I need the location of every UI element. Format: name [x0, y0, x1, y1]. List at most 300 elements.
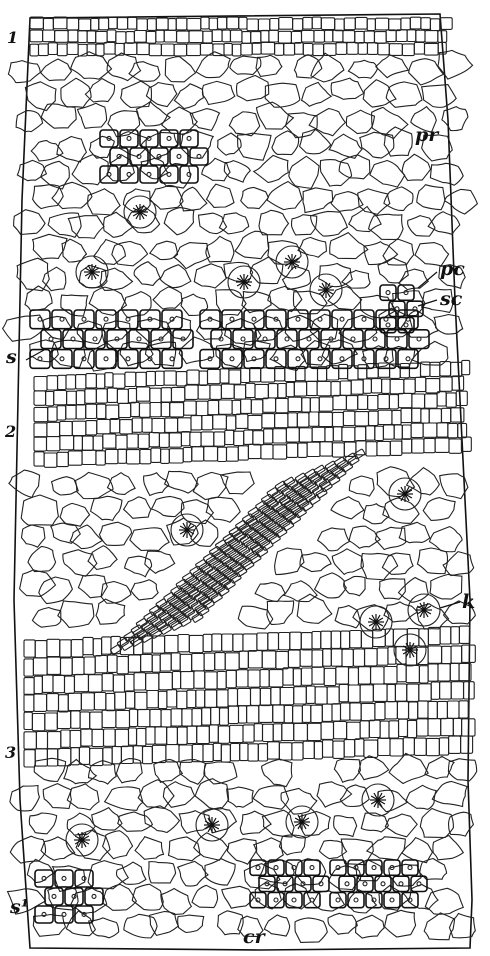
cork-cell	[60, 640, 71, 657]
cork-cell	[34, 676, 42, 693]
cork-cell	[136, 372, 147, 386]
cork-cell	[333, 395, 346, 409]
cork-cell	[337, 459, 349, 469]
parenchyma-cell	[43, 267, 66, 291]
cork-cell	[222, 30, 230, 42]
parenchyma-cell	[331, 497, 364, 519]
stone-cell-lumen	[390, 898, 394, 902]
cork-cell	[243, 725, 254, 742]
cork-cell	[263, 724, 274, 741]
cork-cell	[300, 649, 312, 666]
cork-cell	[450, 664, 459, 681]
cork-cell	[172, 387, 185, 401]
parenchyma-cell	[360, 295, 396, 318]
parenchyma-cell	[104, 212, 133, 237]
cork-cell	[102, 637, 111, 654]
cork-cell	[225, 430, 234, 444]
cork-cell	[410, 363, 421, 377]
cork-cell	[321, 18, 334, 30]
cork-cell	[341, 631, 350, 648]
parenchyma-cell	[180, 760, 206, 785]
parenchyma-cell	[116, 759, 142, 783]
cork-cell	[61, 730, 70, 747]
cork-cell	[240, 743, 248, 760]
cork-cell	[378, 394, 390, 408]
stone-cell-lumen	[307, 337, 311, 341]
cork-cell	[96, 374, 104, 388]
parenchyma-cell	[384, 127, 412, 156]
cork-cell	[369, 720, 380, 737]
leader-pc	[418, 272, 437, 288]
cork-cell	[116, 435, 127, 449]
cork-cell	[423, 423, 437, 437]
cork-cell	[96, 44, 104, 56]
cork-cell	[361, 703, 375, 720]
parenchyma-cell	[124, 497, 151, 518]
parenchyma-cell	[310, 314, 337, 340]
cork-cell	[239, 17, 247, 29]
cork-cell	[86, 374, 97, 388]
cork-cell	[399, 393, 412, 407]
cork-cell	[386, 30, 396, 42]
parenchyma-cell	[51, 523, 81, 543]
cork-cell	[364, 31, 374, 43]
parenchyma-cell	[159, 164, 191, 189]
cork-band-3	[24, 626, 475, 767]
cork-cell	[284, 706, 292, 723]
cork-cell	[218, 726, 229, 743]
cork-cell	[355, 739, 364, 756]
parenchyma-cell	[376, 55, 409, 78]
cork-cell	[220, 708, 229, 725]
cork-cell	[80, 712, 90, 729]
parenchyma-cell	[178, 861, 208, 886]
parenchyma-cell	[268, 286, 302, 311]
cork-cell	[201, 17, 209, 29]
parenchyma-cell	[164, 208, 194, 235]
parenchyma-cell	[10, 836, 45, 863]
cork-cell	[333, 427, 342, 441]
cork-cell	[250, 368, 261, 382]
cork-cell	[65, 676, 75, 693]
stone-cell	[118, 310, 138, 329]
cork-cell	[283, 668, 293, 685]
parenchyma-cell	[57, 137, 87, 163]
parenchyma-cell	[402, 154, 430, 180]
cork-cell	[141, 654, 153, 671]
cork-cell	[375, 32, 387, 44]
cork-cell	[408, 720, 417, 737]
cork-cell	[178, 418, 191, 432]
cork-cell	[275, 44, 284, 56]
cork-cell	[462, 360, 470, 374]
parenchyma-cell	[267, 601, 294, 625]
cork-cell	[437, 423, 448, 437]
cork-cell	[115, 692, 126, 709]
parenchyma-cell	[68, 216, 104, 239]
layer-label-3: 3	[5, 743, 17, 762]
cork-cell	[319, 412, 333, 426]
cork-cell	[117, 18, 127, 30]
cork-cell	[167, 595, 179, 605]
cork-cell	[85, 389, 97, 403]
cork-cell	[47, 437, 60, 451]
cork-cell	[189, 31, 203, 43]
cork-cell	[404, 379, 415, 393]
stone-cell	[343, 330, 363, 349]
parenchyma-cell	[298, 238, 326, 258]
cork-cell	[48, 732, 61, 749]
cork-cell	[78, 44, 87, 56]
cork-cell	[246, 383, 255, 397]
cork-cell	[258, 744, 267, 761]
cork-cell	[322, 704, 332, 721]
stone-cell-lumen	[345, 882, 349, 886]
cork-cell	[248, 444, 261, 458]
parenchyma-cell	[118, 812, 153, 831]
cork-cell	[197, 726, 210, 743]
cork-cell	[60, 436, 74, 450]
cork-cell	[251, 688, 261, 705]
parenchyma-cell	[433, 836, 463, 860]
parenchyma-cell	[423, 498, 455, 521]
cork-cell	[415, 377, 426, 391]
stone-cell-lumen	[177, 154, 181, 158]
parenchyma-cell	[262, 810, 294, 837]
cork-cell	[421, 18, 431, 30]
stone-cell-lumen	[318, 317, 322, 321]
cork-cell	[343, 411, 355, 425]
cork-cell	[59, 695, 69, 712]
cork-cell	[425, 31, 438, 43]
cork-cell	[327, 687, 339, 704]
cork-cell	[134, 31, 146, 43]
cork-cell	[140, 403, 151, 417]
parenchyma-cell	[202, 81, 234, 104]
cork-cell	[448, 424, 458, 438]
cork-cell	[107, 30, 116, 42]
cork-cell	[125, 372, 136, 386]
parenchyma-cell	[221, 472, 255, 494]
cork-cell	[76, 375, 86, 389]
cork-cell	[262, 414, 275, 428]
cork-cell	[112, 747, 121, 764]
cork-cell	[109, 17, 118, 29]
cork-cell	[239, 651, 248, 668]
cork-cell	[97, 404, 106, 418]
layer-label-2: 2	[5, 422, 17, 441]
cork-cell	[461, 736, 473, 753]
cork-cell	[118, 449, 127, 463]
cork-cell	[339, 364, 348, 378]
cork-cell	[78, 31, 87, 43]
cork-cell	[446, 393, 456, 407]
cork-cell	[449, 736, 461, 753]
cork-cell	[97, 420, 110, 434]
cork-cell	[102, 710, 116, 727]
cork-cell	[293, 19, 303, 31]
cork-cell	[55, 31, 69, 43]
parenchyma-cell	[422, 85, 457, 108]
cork-cell	[104, 729, 116, 746]
cork-cell	[278, 384, 286, 398]
parenchyma-cell	[161, 889, 192, 915]
cork-cell	[389, 19, 401, 31]
stone-cell-lumen	[373, 337, 377, 341]
parenchyma-cell	[41, 59, 72, 81]
cork-cell	[81, 729, 92, 746]
cork-cell	[416, 30, 425, 42]
cork-cell	[323, 649, 332, 666]
parenchyma-cell	[107, 53, 141, 81]
parenchyma-cell	[101, 582, 131, 604]
cork-cell	[451, 408, 464, 422]
cork-cell	[341, 703, 350, 720]
stone-cell-lumen	[93, 337, 97, 341]
cork-cell	[358, 667, 370, 684]
parenchyma-cell	[39, 577, 73, 604]
cork-cell	[336, 667, 349, 684]
cork-cell	[347, 43, 358, 55]
cork-cell	[268, 633, 279, 650]
parenchyma-cell	[297, 594, 332, 623]
cork-cell	[184, 401, 197, 415]
cork-cell	[278, 31, 291, 43]
parenchyma-cell	[64, 759, 96, 783]
cork-cell	[107, 655, 117, 672]
cork-cell	[451, 682, 463, 699]
cork-cell	[336, 43, 347, 55]
cork-cell	[325, 427, 333, 441]
parenchyma-cell	[41, 104, 76, 128]
cork-cell	[176, 18, 187, 30]
parenchyma-cell	[124, 914, 157, 938]
cork-cell	[116, 32, 126, 44]
cork-cell	[247, 706, 259, 723]
cork-cell	[164, 371, 176, 385]
cork-cell	[54, 391, 67, 405]
cork-cell	[203, 744, 213, 761]
parenchyma-cell	[14, 210, 46, 235]
parenchyma-cell	[383, 498, 419, 523]
parenchyma-cell	[283, 884, 311, 909]
cork-cell	[61, 658, 73, 675]
cork-cell	[161, 44, 174, 56]
cork-cell	[425, 394, 438, 408]
cork-cell	[191, 416, 202, 430]
cork-cell	[127, 434, 138, 448]
cork-cell	[302, 398, 311, 412]
cork-cell	[150, 709, 161, 726]
parenchyma-cell	[16, 111, 42, 132]
stone-cell-lumen	[386, 291, 390, 295]
parenchyma-cell	[275, 548, 304, 575]
cork-cell	[292, 743, 303, 760]
cork-cell	[451, 362, 462, 376]
cork-cell	[95, 656, 107, 673]
cork-cell	[342, 649, 353, 666]
cork-cell	[48, 407, 57, 421]
cork-cell	[137, 19, 148, 31]
cork-cell	[451, 646, 462, 663]
cork-band-1	[30, 17, 452, 56]
cork-cell	[425, 43, 439, 55]
cork-cell	[442, 646, 451, 663]
cork-cell	[208, 400, 219, 414]
cork-cell	[260, 670, 269, 687]
parenchyma-cell	[425, 756, 454, 778]
parenchyma-cell	[149, 912, 178, 936]
cork-cell	[308, 723, 322, 740]
cork-cell	[346, 396, 357, 410]
cork-cell	[152, 745, 166, 762]
cork-cell	[72, 421, 86, 435]
stone-cell-lumen	[340, 317, 344, 321]
cork-cell	[68, 693, 81, 710]
cork-cell	[87, 31, 96, 43]
parenchyma-cell	[295, 918, 327, 943]
cork-cell	[110, 419, 120, 433]
parenchyma-cell	[349, 526, 380, 548]
cork-cell	[172, 672, 180, 689]
stone-cell-lumen	[104, 357, 108, 361]
cork-cell	[165, 418, 178, 432]
cork-cell	[106, 693, 115, 710]
cork-cell	[315, 687, 327, 704]
parenchyma-cell	[29, 813, 56, 834]
parenchyma-cell	[88, 343, 118, 371]
parenchyma-cell	[402, 838, 433, 863]
cork-cell	[333, 741, 344, 758]
cork-cell	[30, 30, 43, 42]
cork-cell	[410, 17, 421, 29]
cork-cell	[128, 17, 137, 29]
cork-cell	[115, 729, 128, 746]
cork-cell	[187, 44, 201, 56]
cork-cell	[309, 412, 319, 426]
cork-cell	[414, 42, 424, 54]
cork-cell	[437, 701, 447, 718]
cork-cell	[45, 713, 58, 730]
cork-cell	[262, 651, 276, 668]
cork-cell	[35, 749, 47, 766]
cork-cell	[364, 740, 378, 757]
parenchyma-cell	[28, 546, 56, 571]
cork-cell	[269, 670, 283, 687]
parenchyma-cell	[154, 759, 183, 782]
cork-cell	[167, 690, 177, 707]
cork-cell	[418, 701, 428, 718]
cork-cell	[202, 416, 213, 430]
cork-cell	[137, 729, 146, 746]
cork-cell	[279, 18, 293, 30]
stone-cell	[63, 330, 83, 349]
cork-cell	[76, 405, 86, 419]
parenchyma-cell	[180, 187, 207, 211]
cork-cell	[268, 742, 280, 759]
stone-cell	[140, 130, 158, 147]
stone-cell-lumen	[274, 898, 278, 902]
cork-cell	[244, 430, 253, 444]
cork-cell	[126, 691, 135, 708]
parenchyma-cell	[103, 831, 133, 859]
stone-cell	[384, 892, 400, 907]
cork-cell	[459, 701, 468, 718]
cork-cell	[377, 648, 388, 665]
stone-cell	[162, 310, 182, 329]
parenchyma-cell	[67, 784, 99, 810]
cork-cell	[334, 722, 347, 739]
cork-cell	[401, 18, 410, 30]
parenchyma-cell	[91, 496, 122, 520]
parenchyma-cell	[330, 233, 368, 259]
cork-cell	[313, 44, 324, 56]
parenchyma-cell	[254, 838, 283, 861]
cork-cell	[39, 44, 49, 56]
parenchyma-cell	[134, 262, 160, 286]
parenchyma-cell	[302, 82, 332, 106]
cork-cell	[273, 724, 282, 741]
cork-cell	[453, 719, 461, 736]
cork-cell	[209, 725, 218, 742]
parenchyma-cell	[303, 188, 333, 213]
cork-cell	[392, 410, 401, 424]
cork-cell	[134, 673, 146, 690]
cork-cell	[106, 405, 119, 419]
stone-cell-lumen	[372, 866, 376, 870]
cork-cell	[411, 423, 423, 437]
parenchyma-cell	[253, 786, 288, 810]
cork-cell	[312, 427, 325, 441]
cork-cell	[34, 694, 47, 711]
cork-cell	[375, 18, 388, 30]
cork-cell	[255, 384, 268, 398]
label-s1: s¹	[10, 896, 30, 918]
cork-cell	[219, 400, 233, 414]
stone-cell	[55, 870, 73, 887]
cork-cell	[117, 638, 129, 648]
cork-cell	[459, 626, 469, 643]
cork-cell	[311, 705, 323, 722]
cork-cell	[261, 30, 269, 42]
cork-cell	[397, 702, 408, 719]
cork-cell	[367, 43, 377, 55]
cork-cell	[421, 409, 429, 423]
cork-cell	[91, 19, 99, 31]
cork-cell	[102, 674, 113, 691]
cork-cell	[226, 671, 236, 688]
cork-cell	[152, 419, 165, 433]
parenchyma-cell	[219, 213, 248, 234]
cork-cell	[71, 711, 80, 728]
parenchyma-cell	[255, 583, 285, 602]
cork-cell	[319, 397, 333, 411]
cork-cell	[273, 705, 285, 722]
cork-cell	[303, 44, 313, 56]
cork-cell	[344, 740, 355, 757]
cork-cell	[196, 690, 205, 707]
cork-cell	[252, 43, 261, 55]
cork-cell	[47, 376, 58, 390]
stone-cell-lumen	[296, 317, 300, 321]
cork-cell	[290, 632, 301, 649]
cork-cell	[47, 422, 60, 436]
cork-cell	[48, 43, 57, 55]
cork-cell	[251, 32, 261, 44]
cork-cell	[241, 368, 250, 382]
cork-cell	[264, 429, 273, 443]
cork-cell	[57, 44, 67, 56]
